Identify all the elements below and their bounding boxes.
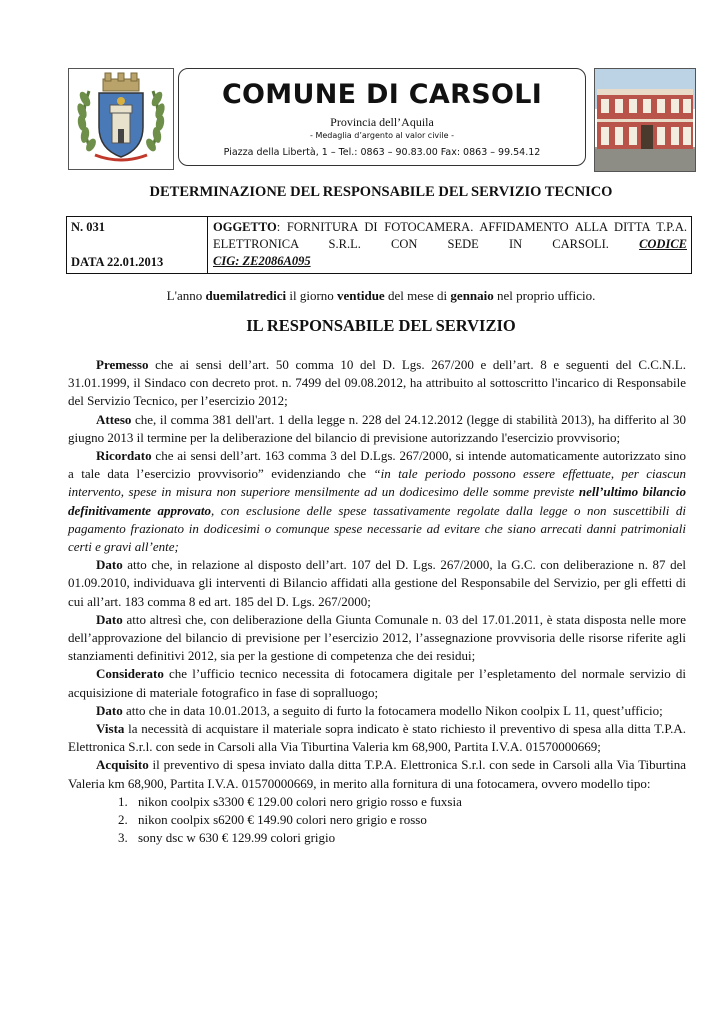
list-text: nikon coolpix s6200 € 149.90 colori nero grigio e rosso bbox=[138, 812, 427, 828]
anno-text-2: il giorno bbox=[286, 288, 338, 303]
anno-day: ventidue bbox=[337, 288, 385, 303]
quote-bold: nell’ultimo bilancio definitivamente approvato bbox=[68, 484, 686, 518]
oggetto-text: : FORNITURA DI FOTOCAMERA. AFFIDAMENTO ALLA DITTA T.P.A. ELETTRONICA S.R.L. CON SEDE IN CARSOLI. bbox=[213, 220, 687, 251]
quote-text: “in tale periodo possono essere effettuate, per ciascun intervento, spese in misura non superiore mensilmente ad un dodicesimo delle somme previste bbox=[68, 466, 686, 500]
paragraph-atteso bbox=[68, 411, 686, 447]
anno-text-1: L'anno bbox=[166, 288, 206, 303]
determination-number: N. 031 bbox=[71, 220, 106, 234]
number-date-cell bbox=[67, 217, 208, 273]
address-text: Piazza della Libertà, 1 – Tel.: 0863 – 90.83.00 Fax: 0863 – 99.54.12 bbox=[223, 147, 541, 158]
oggetto-table bbox=[66, 216, 692, 274]
keyword: Ricordato bbox=[96, 448, 152, 464]
paragraph-text: che ai sensi dell’art. 50 comma 10 del D. Lgs. 267/200 e dell’art. 8 e seguenti del C.C.N.L. 31.01.1999, il Sindaco con decreto prot. n. 7499 del 09.08.2012, ha attribuito al sottoscritto l'incarico di Responsabile del Servizio Tecnico, per l’esercizio 2012; bbox=[68, 357, 686, 409]
models-list bbox=[68, 793, 686, 848]
list-text: sony dsc w 630 € 129.99 colori grigio bbox=[138, 830, 336, 846]
town-hall-photo bbox=[594, 68, 696, 172]
paragraph-text: che, il comma 381 dell'art. 1 della legge n. 228 del 24.12.2012 (legge di stabilità 2013), ha differito al 30 giugno 2013 il termine per la deliberazione del bilancio di previsione autorizzando l'esercizio provvisorio; bbox=[68, 411, 686, 445]
medaglia-text: - Medaglia d’argento al valor civile - bbox=[310, 131, 454, 140]
cig-code: CIG: ZE2086A095 bbox=[213, 254, 311, 268]
paragraph-vista bbox=[68, 720, 686, 756]
comune-title: COMUNE DI CARSOLI bbox=[221, 79, 543, 110]
keyword: Considerato bbox=[96, 666, 164, 682]
keyword: Premesso bbox=[96, 357, 149, 372]
keyword: Dato bbox=[96, 611, 123, 627]
list-item bbox=[68, 811, 686, 829]
anno-month: gennaio bbox=[450, 288, 494, 303]
paragraph-text: atto che, in relazione al disposto dell’art. 107 del D. Lgs. 267/2000, la G.C. con deliberazione n. 87 del 01.09.2010, individuava gli interventi di Bilancio affidati alla gestione del Responsabile del Servizio, per gli effetti di cui all’art. 183 comma 8 ed art. 185 del D. Lgs. 267/2000; bbox=[68, 557, 686, 609]
coat-of-arms-icon bbox=[69, 69, 173, 169]
quote-text: , con esclusione delle spese tassativamente regolate dalla legge o non suscettibili di pagamento frazionato in dodicesimi o comunque spese necessarie ad evitare che siano arrecati danni patrimoniali certi e gravi all’ente; bbox=[68, 502, 686, 555]
paragraph-dato-2 bbox=[68, 611, 686, 666]
paragraph-dato-3 bbox=[68, 702, 686, 720]
paragraph-text: che l’ufficio tecnico necessita di fotocamera digitale per l’espletamento del normale servizio di acquisizione di materiale fotografico in fase di sopralluogo; bbox=[68, 666, 686, 700]
keyword: Atteso bbox=[96, 411, 132, 427]
list-number: 2. bbox=[118, 812, 128, 828]
anno-text-3: del mese di bbox=[384, 288, 451, 303]
list-item bbox=[68, 793, 686, 811]
paragraph-ricordato bbox=[68, 447, 686, 556]
list-item bbox=[68, 829, 686, 847]
paragraph-text: la necessità di acquistare il materiale sopra indicato è stato richiesto il preventivo di spesa alla ditta T.P.A. Elettronica S.r.l. con sede in Carsoli alla Via Tiburtina Valeria km 68,900, Partita I.V.A. 01570000669; bbox=[68, 721, 686, 755]
coat-of-arms-box bbox=[68, 68, 174, 170]
oggetto-cell bbox=[213, 219, 687, 270]
anno-text-4: nel proprio ufficio. bbox=[493, 288, 596, 303]
paragraph-text: atto altresì che, con deliberazione della Giunta Comunale n. 03 del 17.01.2011, è stata disposta nelle more dell’approvazione del bilancio di previsione per l’esercizio 2012, l’assegnazione provvisoria delle risorse riferite agli stanziamenti definitivi 2012, sia per la gestione di competenza che dei residui; bbox=[68, 611, 686, 664]
town-hall-photo-image bbox=[595, 69, 695, 171]
responsabile-title: IL RESPONSABILE DEL SERVIZIO bbox=[246, 316, 516, 335]
paragraph-text: il preventivo di spesa inviato dalla ditta T.P.A. Elettronica S.r.l. con sede in Carsoli alla Via Tiburtina Valeria km 68,900, Partita I.V.A. 01570000669, in merito alla fornitura di una fotocamera, ovvero modello tipo: bbox=[68, 757, 686, 791]
list-number: 1. bbox=[118, 793, 128, 809]
paragraph-text: atto che in data 10.01.2013, a seguito di furto la fotocamera modello Nikon coolpix L 11, quest’ufficio; bbox=[122, 702, 663, 718]
paragraph-premesso bbox=[68, 356, 686, 411]
cig-line bbox=[213, 253, 687, 270]
keyword: Dato bbox=[96, 702, 123, 718]
paragraph-acquisito bbox=[68, 756, 686, 792]
list-text: nikon coolpix s3300 € 129.00 colori nero grigio rosso e fuxsia bbox=[138, 793, 462, 809]
keyword: Vista bbox=[96, 721, 125, 737]
codice-label: CODICE bbox=[639, 237, 687, 251]
anno-line bbox=[68, 288, 694, 304]
keyword: Dato bbox=[96, 557, 123, 573]
paragraph-dato-1 bbox=[68, 556, 686, 611]
determination-date: DATA 22.01.2013 bbox=[71, 255, 164, 269]
paragraph-text: che ai sensi dell’art. 163 comma 3 del D.Lgs. 267/2000, si intende automaticamente autorizzato sino a tale data l’esercizio provvisorio” evidenziando che bbox=[68, 448, 686, 482]
anno-year: duemilatredici bbox=[205, 288, 287, 303]
body-text bbox=[68, 356, 686, 847]
determination-title: DETERMINAZIONE DEL RESPONSABILE DEL SERVIZIO TECNICO bbox=[149, 184, 613, 200]
oggetto-label: OGGETTO bbox=[213, 220, 277, 234]
provincia-text: Provincia dell’Aquila bbox=[330, 115, 434, 129]
keyword: Acquisito bbox=[96, 757, 149, 773]
header-title-box bbox=[178, 68, 586, 166]
paragraph-considerato bbox=[68, 665, 686, 701]
list-number: 3. bbox=[118, 830, 128, 846]
